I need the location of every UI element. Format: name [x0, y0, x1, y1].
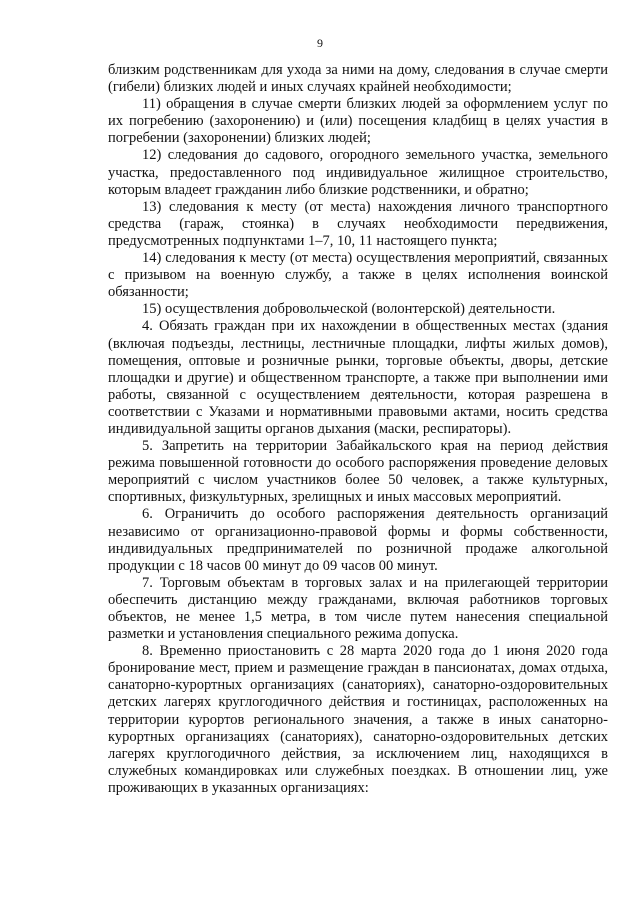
paragraph-subitem-12: 12) следования до садового, огородного земельного участка, земельного участка, предоставленного под индивидуальное жилищное строительство, которым владеет гражданин либо близкие родственники, и обратно; [108, 147, 608, 198]
paragraph-item-7: 7. Торговым объектам в торговых залах и на прилегающей территории обеспечить дистанцию между гражданами, включая работников торговых объектов, не менее 1,5 метра, в том числе путем нанесения специальной разметки и установления специального режима допуска. [108, 574, 608, 643]
paragraph-item-6: 6. Ограничить до особого распоряжения деятельность организаций независимо от организационно-правовой формы и формы собственности, индивидуальных предпринимателей по розничной продаже алкогольной продукции с 18 часов 00 минут до 09 часов 00 минут. [108, 506, 608, 574]
paragraph-item-5: 5. Запретить на территории Забайкальского края на период действия режима повышенной готовности до особого распоряжения проведение деловых мероприятий с числом участников более 50 человек, а также культурных, спортивных, физкультурных, зрелищных и иных массовых мероприятий. [108, 438, 608, 506]
paragraph-subitem-13: 13) следования к месту (от места) нахождения личного транспортного средства (гараж, стоянка) в случаях необходимости передвижения, предусмотренных подпунктами 1–7, 10, 11 настоящего пункта; [108, 198, 608, 249]
paragraph-continuation: близким родственникам для ухода за ними на дому, следования в случае смерти (гибели) близких людей и иных случаях крайней необходимости; [108, 62, 608, 96]
paragraph-subitem-15: 15) осуществления добровольческой (волонтерской) деятельности. [142, 301, 556, 318]
document-body [108, 62, 608, 797]
paragraph-subitem-11: 11) обращения в случае смерти близких людей за оформлением услуг по их погребению (захоронению) и (или) посещения кладбищ в целях участия в погребении (захоронении) близких людей; [108, 96, 608, 147]
paragraph-item-4: 4. Обязать граждан при их нахождении в общественных местах (здания (включая подъезды, лестницы, лестничные площадки, лифты жилых домов), помещения, оптовые и розничные рынки, торговые объекты, дворы, детские площадки и другие) и общественном транспорте, а также при выполнении ими работы, связанной с осуществлением деятельности, которая разрешена в соответствии с Указами и нормативными правовыми актами, носить средства индивидуальной защиты органов дыхания (маски, респираторы). [108, 318, 608, 437]
paragraph-subitem-14: 14) следования к месту (от места) осуществления мероприятий, связанных с призывом на военную службу, а также в целях исполнения воинской обязанности; [108, 250, 608, 301]
page-number: 9 [317, 36, 323, 50]
paragraph-item-8: 8. Временно приостановить с 28 марта 2020 года до 1 июня 2020 года бронирование мест, прием и размещение граждан в пансионатах, домах отдыха, санаторно-курортных организациях (санаториях), санаторно-оздоровительных детских лагерях круглогодичного действия и гостиницах, расположенных на территории курортов регионального значения, а также в иных санаторно-курортных организациях (санаториях), санаторно-оздоровительных детских лагерях круглогодичного действия, за исключением лиц, находящихся в служебных командировках или служебных поездках. В отношении лиц, уже проживающих в указанных организациях: [108, 643, 608, 796]
